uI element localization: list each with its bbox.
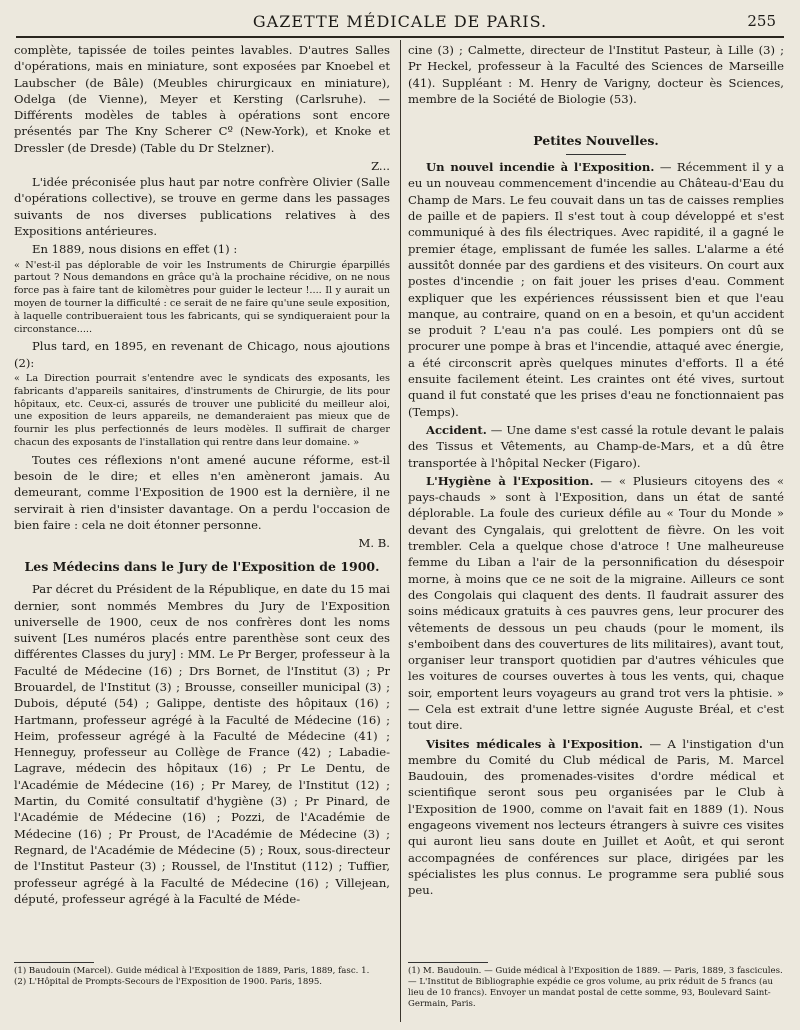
footnotes-right [408, 962, 784, 1020]
news-title: Un nouvel incendie à l'Exposition. [426, 160, 655, 175]
title-rule [566, 154, 626, 155]
news-title: Visites médicales à l'Exposition. [426, 736, 643, 751]
signature: M. B. [358, 536, 390, 551]
section-title: Petites Nouvelles. [533, 133, 659, 149]
page-header [16, 10, 784, 36]
news-item [408, 473, 784, 734]
paragraph: complète, tapissée de toiles peintes lavables. D'autres Salles d'opérations, mais en miniature, sont exposées par Knoebel et Laubscher (de Bâle) (Meubles chirurgicaux en miniature), Odelga (de Vienne), Meyer et Kersting (Carlsruhe). — Différents modèles de tables à opérations sont encore présentés par The Kny Scherer Cº (New-York), et Knoke et Dressler (de Dresde) (Table du Dr Stelzner). [14, 43, 390, 155]
signature: Z... [371, 159, 390, 174]
paragraph: Toutes ces réflexions n'ont amené aucune réforme, est-il besoin de le dire; et elles n'en amèneront jamais. Au demeurant, comme l'Exposition de 1900 est la dernière, il ne servirait à rien d'insister davantage. On a perdu l'occasion de bien faire : cela ne doit étonner personne. [14, 452, 390, 532]
paragraph: En 1889, nous disions en effet (1) : [32, 242, 238, 257]
footnote-rule [408, 962, 488, 963]
news-title: Accident. [426, 422, 487, 437]
quotation: « N'est-il pas déplorable de voir les Instruments de Chirurgie éparpillés partout ? Nous demandons en grâce qu'à la prochaine récidive, on ne nous force pas à faire tant de kilomètres pour guider le lecteur !.... Il y aurait un moyen de tourner la difficulté : ce serait de ne faire qu'une seule exposition, à laquelle contribueraient tous les fabricants, qui se syndiqueraient pour la circonstance..... [14, 259, 390, 335]
article-heading: Les Médecins dans le Jury de l'Exposition de 1900. [24, 559, 380, 575]
news-item [408, 422, 784, 471]
paragraph: cine (3) ; Calmette, directeur de l'Institut Pasteur, à Lille (3) ; Pr Heckel, professeur à la Faculté des Sciences de Marseille (41). Suppléant : M. Henry de Varigny, docteur ès Sciences, membre de la Société de Biologie (53). [408, 43, 784, 106]
paragraph: L'idée préconisée plus haut par notre confrère Olivier (Salle d'opérations collective), se trouve en germe dans les passages suivants de nos diverses publications relatives à des Expositions antérieures. [14, 175, 390, 238]
news-text: — Une dame s'est cassé la rotule devant le palais des Tissus et Vêtements, au Champ-de-Mars, et a dû être transportée à l'hôpital Necker (Figaro). [408, 422, 784, 470]
footnote: (2) L'Hôpital de Prompts-Secours de l'Exposition de 1900. Paris, 1895. [14, 977, 323, 987]
news-title: L'Hygiène à l'Exposition. [426, 473, 594, 488]
quotation: « La Direction pourrait s'entendre avec le syndicats des exposants, les fabricants d'appareils sanitaires, d'instruments de Chirurgie, de lits pour hôpitaux, etc. Ceux-ci, assurés de trouver une publicité du meilleur aloi, une exposition de leurs appareils, ne demanderaient pas mieux que de fournir les plus perfectionnés de leurs modèles. Il suffirait de charger chacun des exposants de l'installation qui rentre dans leur domaine. » [14, 372, 390, 448]
news-text: — Récemment il y a eu un nouveau commencement d'incendie au Château-d'Eau du Champ de Mars. Le feu couvait dans un tas de caisses remplies de paille et de papiers. Il s'est tout à coup développé et s'est communiqué à des fils électriques. Avec rapidité, il a gagné le premier étage, emplissant de fumée les salles. L'alarme a été aussitôt donnée par des gardiens et des visiteurs. On court aux postes d'incendie ; on fait jouer les prises d'eau. Comment expliquer que les expériences réussissent bien et que l'eau manque, au contraire, quand on en a besoin, et qu'un accident se produit ? L'eau n'a pas coulé. Les pompiers ont dû se procurer une pompe à bras et l'incendie, attaqué avec énergie, a été circonscrit après quelques minutes d'efforts. Il a été ensuite facilement éteint. Les craintes ont été vives, surtout quand il fut constaté que les prises d'eau ne fonctionnaient pas (Temps). [408, 160, 784, 419]
footnote: (1) M. Baudouin. — Guide médical à l'Exposition de 1889. — Paris, 1889, 3 fascicules. — L'Institut de Bibliographie expédie ce gros volume, au prix réduit de 5 francs (au lieu de 10 francs). Envoyer un mandat postal de cette somme, 93, Boulevard Saint-Germain, Paris. [408, 966, 783, 1009]
paragraph: Plus tard, en 1895, en revenant de Chicago, nous ajoutions (2): [14, 339, 390, 370]
page-number: 255 [747, 12, 776, 30]
news-text: — « Plusieurs citoyens des « pays-chauds » sont à l'Exposition, dans un état de santé déplorable. La foule des curieux défile au « Tour du Monde » devant des Cyngalais, qui grelottent de fièvre. On les voit trembler. Cela a quelque chose d'atroce ! Une malheureuse femme du Liban a l'air de la personnification du désespoir morne, à moins que ce ne soit de la migraine. Ailleurs ce sont des Congolais qui claquent des dents. Il faudrait assurer des soins médicaux gratuits à ces pauvres gens, leur procurer des vêtements de dessous un peu chauds (pour le moment, ils s'emboibent dans des couvertures de lits militaires), avant tout, organiser leur transport quotidien par d'autres véhicules que les voitures de courses ouvertes à tous les vents, qui, chaque soir, emportent leurs voyageurs au grand trot vers la phtisie. » — Cela est extrait d'une lettre signée Auguste Bréal, et c'est tout dire. [408, 473, 784, 733]
column-divider [400, 40, 401, 1022]
right-column [408, 42, 784, 982]
footnotes-left [14, 962, 390, 1020]
paragraph: Par décret du Président de la République, en date du 15 mai dernier, sont nommés Membres du Jury de l'Exposition universelle de 1900, ceux de nos confrères dont les noms suivent [Les numéros placés entre parenthèse sont ceux des différentes Classes du jury] : MM. Le Pr Berger, professeur à la Faculté de Médecine (16) ; Drs Bornet, de l'Institut (3) ; Pr Brouardel, de l'Institut (3) ; Brousse, conseiller municipal (3) ; Dubois, député (54) ; Galippe, dentiste des hôpitaux (16) ; Hartmann, professeur agrégé à la Faculté de Médecine (16) ; Heim, professeur agrégé à la Faculté de Médecine (41) ; Henneguy, professeur au Collège de France (42) ; Labadie-Lagrave, médecin des hôpitaux (16) ; Pr Le Dentu, de l'Académie de Médecine (16) ; Pr Marey, de l'Institut (12) ; Martin, du Comité consultatif d'hygiène (3) ; Pr Pinard, de l'Académie de Médecine (16) ; Pozzi, de l'Académie de Médecine (16) ; Pr Proust, de l'Académie de Médecine (3) ; Regnard, de l'Académie de Médecine (5) ; Roux, sous-directeur de l'Institut Pasteur (3) ; Roussel, de l'Institut (112) ; Tuffier, professeur agrégé à la Faculté de Médecine (16) ; Villejean, député, professeur agrégé à la Faculté de Méde- [14, 582, 390, 906]
left-column [14, 42, 390, 990]
journal-title: GAZETTE MÉDICALE DE PARIS. [252, 12, 548, 31]
news-text: — A l'instigation d'un membre du Comité du Club médical de Paris, M. Marcel Baudouin, des promenades-visites d'ordre médical et scientifique seront sous peu organisées par le Club à l'Exposition de 1900, comme on l'avait fait en 1889 (1). Nous engageons vivement nos lecteurs étrangers à suivre ces visites qui auront lieu sans doute en Juillet et Août, et qui seront accompagnées de conférences sur place, dirigées par les spécialistes les plus connus. Le programme sera publié sous peu. [408, 736, 784, 898]
footnote-rule [14, 962, 94, 963]
news-item [408, 736, 784, 899]
header-rule [16, 36, 784, 38]
news-item [408, 159, 784, 420]
footnote: (1) Baudouin (Marcel). Guide médical à l'Exposition de 1889, Paris, 1889, fasc. 1. [14, 966, 370, 976]
